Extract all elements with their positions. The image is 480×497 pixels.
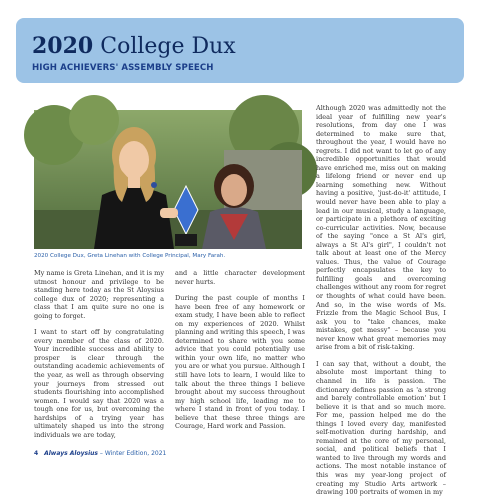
- paragraph: My name is Greta Linehan, and it is my utmost honour and privilege to be standing here today as the St Aloysius college dux of 2020; representing a class that I am quite sure no one is going to forget.: [34, 269, 164, 320]
- article-column-1: [34, 269, 167, 459]
- paragraph: During the past couple of months I have been free of any homework or exam study, I have been able to reflect on my experiences of 2020. Whilst planning and writing this speech, I was determined to share with you some advice that you could potentially use within your own life, no matter who you are or what you pursue. Although I still have lots to learn, I would like to talk about the three things I believe brought about my success throughout my high school life, leading me to where I stand in front of you today. I believe that these three things are Courage, Hard work and Passion.: [175, 294, 305, 431]
- header-banner: [16, 18, 464, 83]
- paragraph: I can say that, without a doubt, the absolute most important thing to channel in life is passion. The dictionary defines passion as 'a strong and barely controllable emotion' but I believe it is that and so much more. For me, passion helped me do the things I loved every day, manifested self-motivation during hardship, and remained at the core of my personal, social, and political beliefs that I wanted to live through my words and actions. The most notable instance of this was my year-long project of creating my Studio Arts artwork – drawing 100 portraits of women in my: [316, 359, 446, 497]
- article-column-3: [316, 104, 446, 497]
- page-footer: [34, 450, 166, 457]
- magazine-name: Always Aloysius: [44, 450, 98, 457]
- dux-photo: [34, 110, 302, 249]
- photo-illustration: [34, 110, 302, 249]
- title-year: 2020: [32, 33, 94, 59]
- article-column-2: [175, 269, 305, 459]
- edition-label: – Winter Edition, 2021: [99, 450, 167, 457]
- paragraph: Although 2020 was admittedly not the ideal year of fulfilling new year's resolutions, from day one I was determined to make sure that, throughout the year, I would have no regrets. I did not want to let go of any incredible opportunities that would have enriched me, miss out on making a lifelong friend or never end up learning something new. Without having a positive, 'just-do-it' attitude, I would never have been able to play a lead in our musical, study a language, or participate in a plethora of exciting co-curricular activities. Now, because of the saying "once a St Al's girl, always a St Al's girl", I couldn't not talk about at least one of the Mercy values. Thus, the value of Courage perfectly encapsulates the key to fulfilling goals and overcoming challenges without any room for regret or thoughts of what could have been. And so, in the wise words of Ms. Frizzle from the Magic School Bus, I ask you to "take chances, make mistakes, get messy" – because you never know what great memories may arise from a bit of risk-taking.: [316, 104, 446, 352]
- paragraph: and a little character development never hurts.: [175, 269, 305, 286]
- page-subtitle: HIGH ACHIEVERS' ASSEMBLY SPEECH: [32, 63, 214, 73]
- title-main: College Dux: [100, 34, 236, 59]
- page-title: [32, 32, 464, 61]
- photo-caption: 2020 College Dux, Greta Linehan with College Principal, Mary Farah.: [34, 253, 226, 259]
- paragraph: I want to start off by congratulating every member of the class of 2020. Your incredible success and ability to prosper is clear through the outstanding academic achievements of the year, as well as through observing your journeys from stressed out students flourishing into accomplished women. I would say that 2020 was a tough one for us, but overcoming the hardships of a trying year has ultimately shaped us into the strong individuals we are today,: [34, 328, 164, 439]
- page-number: 4: [34, 450, 39, 457]
